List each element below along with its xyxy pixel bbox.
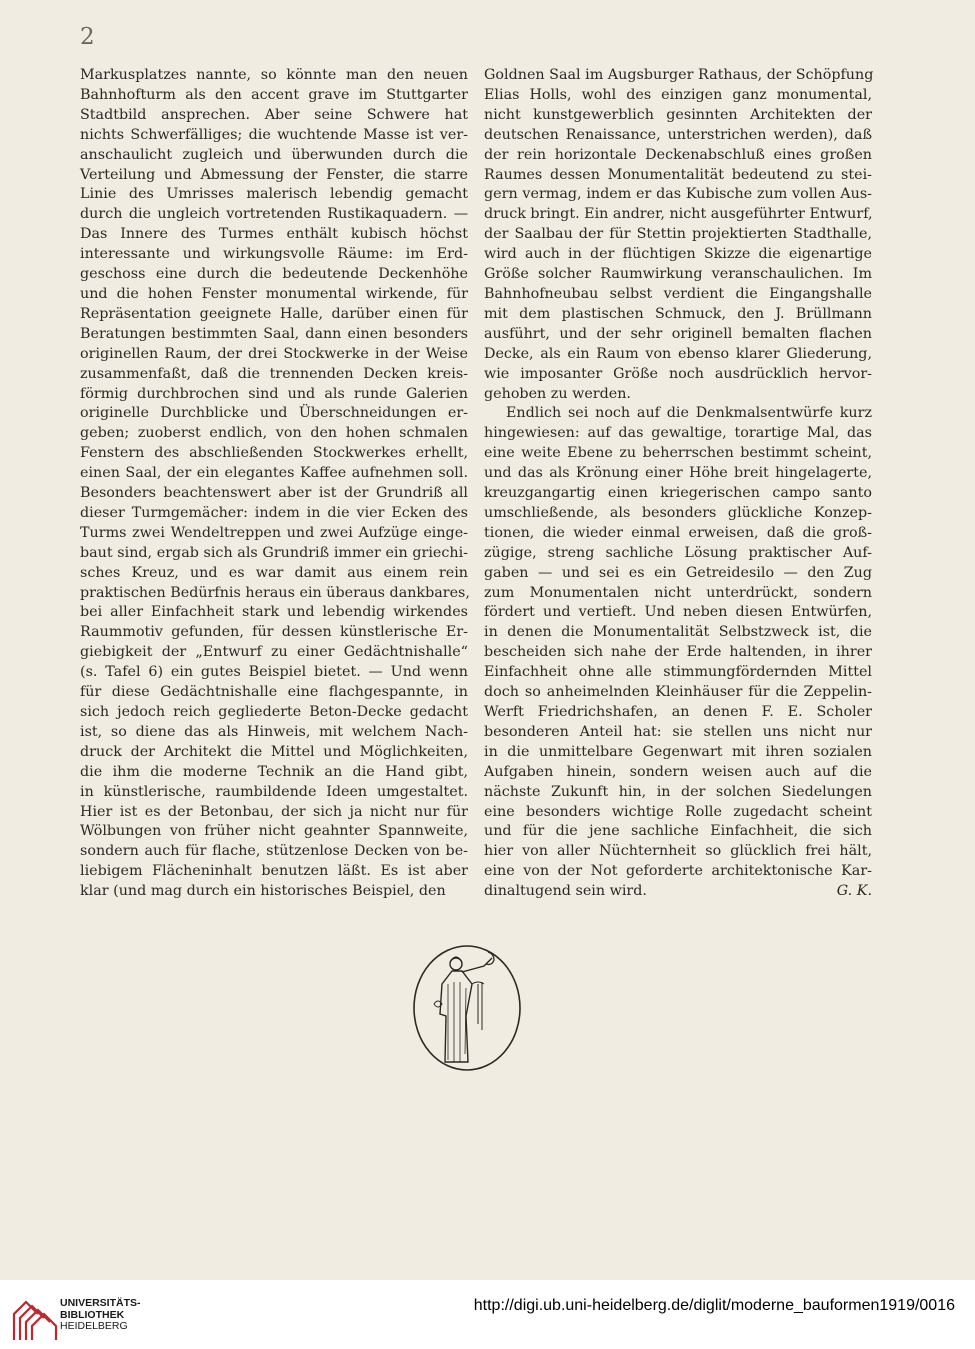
text-line: Markusplatzes nannte, so könnte man den neuen (80, 67, 468, 83)
text-line: Beratungen bestimmten Saal, dann einen besonders (80, 325, 468, 342)
text-line: bescheiden sich nahe der Erde haltenden, in ihrer (484, 644, 872, 661)
text-line: nächste Zukunft hin, in der solchen Siedelungen (484, 783, 872, 800)
text-line: gehoben zu werden. (484, 385, 631, 402)
text-line: Besonders beachtenswert aber ist der Grundriß all (80, 485, 468, 502)
text-line: hier von aller Nüchternheit so glücklich frei hält, (484, 843, 872, 860)
text-line: Aufgaben hinein, sondern weisen auch auf die (484, 763, 872, 780)
text-line: sches Kreuz, und es war damit aus einem rein (80, 564, 468, 581)
footer-bar (0, 1280, 975, 1349)
text-line: die ihm die moderne Technik an die Hand gibt, (80, 763, 468, 780)
source-url-link[interactable]: http://digi.ub.uni-heidelberg.de/diglit/moderne_bauformen1919/0016 (473, 1297, 955, 1314)
text-line: zügige, streng sachliche Lösung praktischer Auf- (484, 544, 872, 561)
text-line: Bahnhofturm als den accent grave im Stuttgarter (80, 86, 468, 103)
text-line: geben; zuoberst endlich, von den hohen schmalen (80, 425, 468, 442)
text-line: förmig durchbrochen sind und als runde Galerien (80, 385, 468, 402)
text-line: der rein horizontale Deckenabschluß eines großen (484, 146, 872, 163)
text-line: umschließende, als besonders glückliche Konzep- (484, 504, 872, 521)
vignette-figure-icon (412, 944, 522, 1072)
text-line: in denen die Monumentalität Selbstzweck ist, die (484, 624, 872, 641)
text-line: baut sind, ergab sich als Grundriß immer ein griechi- (80, 544, 468, 561)
library-name-line1: UNIVERSITÄTS- (60, 1297, 141, 1309)
text-line: anschaulicht zugleich und überwunden durch die (80, 146, 468, 163)
text-line: wie imposanter Größe noch ausdrücklich hervor- (484, 365, 872, 382)
text-line: gaben — und sei es ein Getreidesilo — den Zug (484, 564, 872, 581)
text-line: deutschen Renaissance, unterstrichen werden), daß (484, 126, 872, 143)
text-line: Wölbungen von früher nicht geahnter Spannweite, (80, 823, 468, 840)
text-line: originellen Raum, der drei Stockwerke in der Weise (80, 345, 468, 362)
text-line: doch so anheimelnden Kleinhäuser für die Zeppelin- (484, 684, 872, 701)
text-line: sondern auch für flache, stützenlose Decken von be- (80, 843, 468, 860)
text-line: giebigkeit der „Entwurf zu einer Gedächtnishalle“ (80, 644, 468, 661)
text-line: und die hohen Fenster monumental wirkende, für (80, 285, 468, 302)
text-line: der Saalbau der für Stettin projektierten Stadthalle, (484, 226, 872, 243)
text-line: Größe solcher Raumwirkung veranschaulichen. Im (484, 266, 872, 283)
text-line: bei aller Einfachheit stark und lebendig wirkendes (80, 604, 468, 621)
text-line: liebigem Flächeninhalt benutzen läßt. Es ist aber (80, 863, 468, 880)
author-signature: G. K. (836, 883, 872, 900)
text-line: Das Innere des Turmes enthält kubisch höchst (80, 226, 468, 243)
text-line: durch die ungleich vortretenden Rustikaquadern. — (80, 206, 468, 223)
text-line: Stadtbild ansprechen. Aber seine Schwere hat (80, 106, 468, 123)
text-line: zum Monumentalen nicht unterdrückt, sondern (484, 584, 872, 601)
text-line: Endlich sei noch auf die Denkmalsentwürfe kurz (506, 405, 872, 422)
text-line: ist, so diene das als Hinweis, mit welchem Nach- (80, 723, 468, 740)
text-line: Raumes dessen Monumentalität bedeutend zu stei- (484, 166, 872, 183)
left-column (80, 66, 468, 902)
text-line: dieser Turmgemächer: indem in die vier Ecken des (80, 504, 468, 521)
text-line: Fenstern des abschließenden Stockwerkes erhellt, (80, 445, 468, 462)
text-line: Bahnhofneubau selbst verdient die Eingangshalle (484, 285, 872, 302)
text-line: druck der Architekt die Mittel und Möglichkeiten, (80, 743, 468, 760)
text-line: zusammenfaßt, daß die trennenden Decken kreis- (80, 365, 468, 382)
text-line: (s. Tafel 6) ein gutes Beispiel bietet. — Und wenn (80, 664, 468, 681)
text-line: hingewiesen: auf das gewaltige, torartige Mal, das (484, 425, 872, 442)
text-line: Linie des Umrisses malerisch lebendig gemacht (80, 186, 468, 203)
text-line: wird auch in der flüchtigen Skizze die eigenartige (484, 246, 872, 263)
text-line: in künstlerische, raumbildende Ideen umgestaltet. (80, 783, 468, 800)
right-column (484, 66, 872, 902)
text-line: fördert und vertieft. Und neben diesen Entwürfen, (484, 604, 872, 621)
text-line: besonderen Anteil hat: sie stellen uns nicht nur (484, 723, 872, 740)
text-line: einen Saal, der ein elegantes Kaffee aufnehmen soll. (80, 465, 468, 482)
text-line: in die unmittelbare Gegenwart mit ihren sozialen (484, 743, 872, 760)
text-line: für diese Gedächtnishalle eine flachgespannte, in (80, 684, 468, 701)
text-line: tionen, die wieder einmal erweisen, daß die groß- (484, 524, 872, 541)
text-line: kreuzgangartig einen kriegerischen campo santo (484, 485, 872, 502)
text-line: eine besonders wichtige Rolle zugedacht scheint (484, 803, 872, 820)
text-line: eine von der Not geforderte architektonische Kar- (484, 863, 872, 880)
text-line: Verteilung und Abmessung der Fenster, die starre (80, 166, 468, 183)
library-name-line3: HEIDELBERG (60, 1320, 128, 1332)
text-line: druck bringt. Ein andrer, nicht ausgeführter Entwurf, (484, 206, 873, 223)
text-line: Werft Friedrichshafen, an denen F. E. Scholer (484, 704, 872, 720)
text-line: praktischen Bedürfnis heraus ein überaus dankbares, (80, 584, 470, 601)
text-line: interessante und wirkungsvolle Räume: im Erd- (80, 246, 468, 263)
text-line: originelle Durchblicke und Überschneidungen er- (80, 405, 468, 422)
text-line: klar (und mag durch ein historisches Beispiel, den (80, 883, 446, 900)
text-line: Einfachheit ohne alle stimmungfördernden Mittel (484, 664, 872, 681)
text-line: geschoss eine durch die bedeutende Deckenhöhe (80, 266, 468, 283)
text-line: mit dem plastischen Schmuck, den J. Brüllmann (484, 305, 872, 322)
text-line: und das als Krönung einer Höhe breit hingelagerte, (484, 465, 872, 482)
text-line: Goldnen Saal im Augsburger Rathaus, der Schöpfung (484, 67, 874, 83)
text-line: nicht kunstgewerblich gesinnten Architekten der (484, 106, 872, 123)
library-name-line2: BIBLIOTHEK (60, 1308, 125, 1321)
text-line: eine weite Ebene zu beherrschen bestimmt scheint, (484, 445, 872, 462)
text-line: dinaltugend sein wird. (484, 883, 647, 900)
text-line: Hier ist es der Betonbau, der sich ja nicht nur für (80, 803, 468, 820)
text-line: sich jedoch reich gegliederte Beton-Decke gedacht (80, 704, 468, 720)
text-line: und für die jene sachliche Einfachheit, die sich (484, 823, 872, 840)
text-line: Elias Holls, wohl des einzigen ganz monumental, (484, 86, 872, 103)
text-line: gern vermag, indem er das Kubische zum vollen Aus- (484, 186, 872, 203)
text-line: ausführt, und der sehr originell bemalten flachen (484, 325, 872, 342)
text-line: Raummotiv gefunden, für dessen künstlerische Er- (80, 624, 468, 641)
text-line: Decke, als ein Raum von ebenso klarer Gliederung, (484, 345, 872, 362)
text-line: Repräsentation geeignete Halle, darüber einen für (80, 305, 468, 322)
library-name (60, 1298, 141, 1333)
page-number: 2 (80, 24, 96, 50)
text-line: nichts Schwerfälliges; die wuchtende Masse ist ver- (80, 126, 468, 143)
text-line: Turms zwei Wendeltreppen und zwei Aufzüge einge- (80, 524, 468, 541)
